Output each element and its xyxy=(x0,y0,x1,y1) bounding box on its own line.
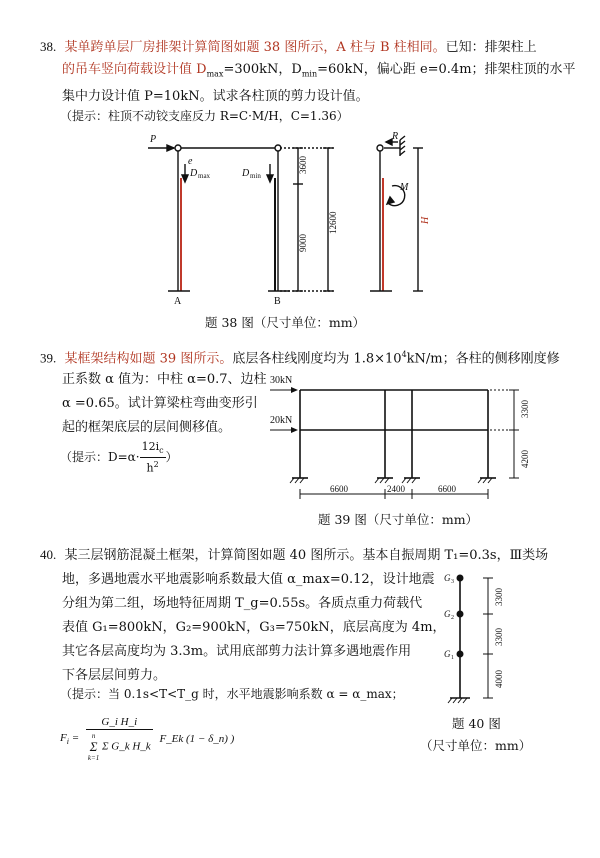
q40-fig-dim-bottom: 4000 xyxy=(494,670,504,688)
q38-line3: 集中力设计值 P=10kN。试求各柱顶的剪力设计值。 xyxy=(62,88,369,104)
q39-fig-span3: 6600 xyxy=(438,484,456,494)
q38-line2e: =60kN，偏心距 e=0.4m；排架柱顶的水平 xyxy=(317,62,576,77)
q39-hint-a: （提示：D=α· xyxy=(60,449,140,464)
q39-hint-den: h xyxy=(146,461,154,475)
q38-line2c: =300kN，D xyxy=(223,62,302,77)
q39-hint xyxy=(60,440,178,475)
q40-formula-sum-bottom: k=1 xyxy=(87,754,100,762)
q38-fig-b: B xyxy=(274,296,281,306)
q40-formula-tail: F_Ek (1 − δ_n) ) xyxy=(159,733,235,745)
q40-line5: 其它各层高度均为 3.3m。试用底部剪力法计算多遇地震作用 xyxy=(62,644,412,659)
q40-line1 xyxy=(40,544,548,567)
q38-fig-dmin-sub: min xyxy=(250,172,261,180)
q40-formula-lhs: F xyxy=(60,731,67,744)
q40-fig-g1: G xyxy=(444,649,451,659)
q39-figure xyxy=(268,368,550,508)
q38-fig-dim-12600: 12600 xyxy=(328,211,338,234)
q40-fig-g2: G xyxy=(444,609,451,619)
q38-fig-m: M xyxy=(400,182,409,193)
q38-hint: （提示：柱顶不动铰支座反力 R=C·M/H，C=1.36） xyxy=(60,109,349,123)
q39-line1 xyxy=(40,344,560,370)
q40-formula-fraction: G_i H_i n Σ k=1 Σ G_k H_k xyxy=(87,716,151,762)
q38-line1b: 已知：排架柱上 xyxy=(445,40,537,55)
q38-fig-h: H xyxy=(420,216,431,224)
q39-hint-num-sub: c xyxy=(159,446,164,456)
q40-formula-lhs-sub: i xyxy=(66,737,69,747)
q40-line1-text: 某三层钢筋混凝土框架，计算简图如题 40 图所示。基本自振周期 T₁=0.3s，Ⅲ类场 xyxy=(64,548,549,563)
q39-fig-span2: 2400 xyxy=(387,484,405,494)
q39-number: 39. xyxy=(40,350,57,366)
q40-line2: 地，多遇地震水平地震影响系数最大值 α_max=0.12，设计地震 xyxy=(62,572,435,587)
q39-hint-end: ） xyxy=(165,449,178,464)
q40-fig-dim-mid: 3300 xyxy=(494,628,504,646)
q39-line1a: 某框架结构如题 39 图所示。 xyxy=(64,351,233,367)
q38-line2-sub2: min xyxy=(301,69,318,79)
q40-formula: $F_i$ = G_i H_i n Σ k=1 Σ G_k H_k F_Ek (1 − δ_n) ) xyxy=(60,716,235,762)
q38-line2a: 的吊车竖向荷载设计值 D xyxy=(62,62,207,77)
q38-line2-sub1: max xyxy=(206,69,224,79)
q39-line2: 正系数 α 值为：中柱 α=0.7、边柱 xyxy=(62,372,267,387)
q39-fig-dim-3300: 3300 xyxy=(520,400,530,418)
q39-line1c: kN/m；各柱的侧移刚度修 xyxy=(406,351,560,367)
q39-hint-fraction xyxy=(140,440,166,475)
q38-fig-a: A xyxy=(174,296,182,306)
q40-fig-g2-sub: 2 xyxy=(451,615,454,621)
q40-formula-den: Σ G_k H_k xyxy=(102,740,151,753)
q38-fig-e: e xyxy=(188,156,193,167)
q40-fig-dim-top: 3300 xyxy=(494,588,504,606)
q38-fig-dim-3600: 3600 xyxy=(298,156,308,174)
q39-line1-sup: 4 xyxy=(401,350,407,359)
q40-hint: （提示：当 0.1s<T<T_g 时，水平地震影响系数 α = α_max； xyxy=(60,687,404,701)
q40-line3: 分组为第二组，场地特征周期 T_g=0.55s。各质点重力荷载代 xyxy=(62,596,423,611)
q38-caption: 题 38 图（尺寸单位：mm） xyxy=(205,315,366,330)
q38-fig-p: P xyxy=(150,134,157,145)
q39-text xyxy=(62,368,267,440)
q40-fig-g1-sub: 1 xyxy=(451,655,454,661)
q39-line3: α =0.65。试计算梁柱弯曲变形引 xyxy=(62,396,258,411)
q40-fig-g3: G xyxy=(444,573,451,583)
q38-fig-dmin: D xyxy=(242,168,250,179)
q40-fig-g3-sub: 3 xyxy=(451,579,454,585)
q39-fig-span1: 6600 xyxy=(330,484,348,494)
q38-fig-dmax: D xyxy=(190,168,198,179)
q40-number: 40. xyxy=(40,547,57,562)
q38-fig-r: R xyxy=(392,131,399,142)
q39-fig-load-mid: 20kN xyxy=(270,415,293,426)
q40-caption-b: （尺寸单位：mm） xyxy=(420,738,532,753)
q38-text xyxy=(40,36,576,108)
q39-fig-load-top: 30kN xyxy=(270,375,293,386)
q40-caption-a: 题 40 图 xyxy=(452,716,501,731)
q38-line1a: 某单跨单层厂房排架计算简图如题 38 图所示，A 柱与 B 柱相同。 xyxy=(64,40,446,55)
q38-number: 38. xyxy=(40,39,57,54)
q39-caption: 题 39 图（尺寸单位：mm） xyxy=(318,512,479,527)
q39-hint-num: 12i xyxy=(141,440,160,453)
q38-fig-dmax-sub: max xyxy=(198,172,211,180)
q40-figure xyxy=(430,566,550,712)
q39-fig-dim-4200: 4200 xyxy=(520,450,530,468)
q39-hint-den-sup: 2 xyxy=(153,460,159,470)
q39-line1b: 底层各柱线刚度均为 1.8×10 xyxy=(232,351,402,367)
q40-text xyxy=(62,568,446,688)
q39-line4: 起的框架底层的层间侧移值。 xyxy=(62,420,232,435)
q40-line4: 表值 G₁=800kN，G₂=900kN，G₃=750kN，底层高度为 4m， xyxy=(62,620,446,635)
q40-formula-sum-top: n xyxy=(91,732,96,740)
q38-fig-dim-9000: 9000 xyxy=(298,234,308,252)
q40-line6: 下各层层间剪力。 xyxy=(62,668,167,683)
q38-figure xyxy=(130,128,470,306)
q40-formula-num: G_i H_i xyxy=(86,716,153,730)
